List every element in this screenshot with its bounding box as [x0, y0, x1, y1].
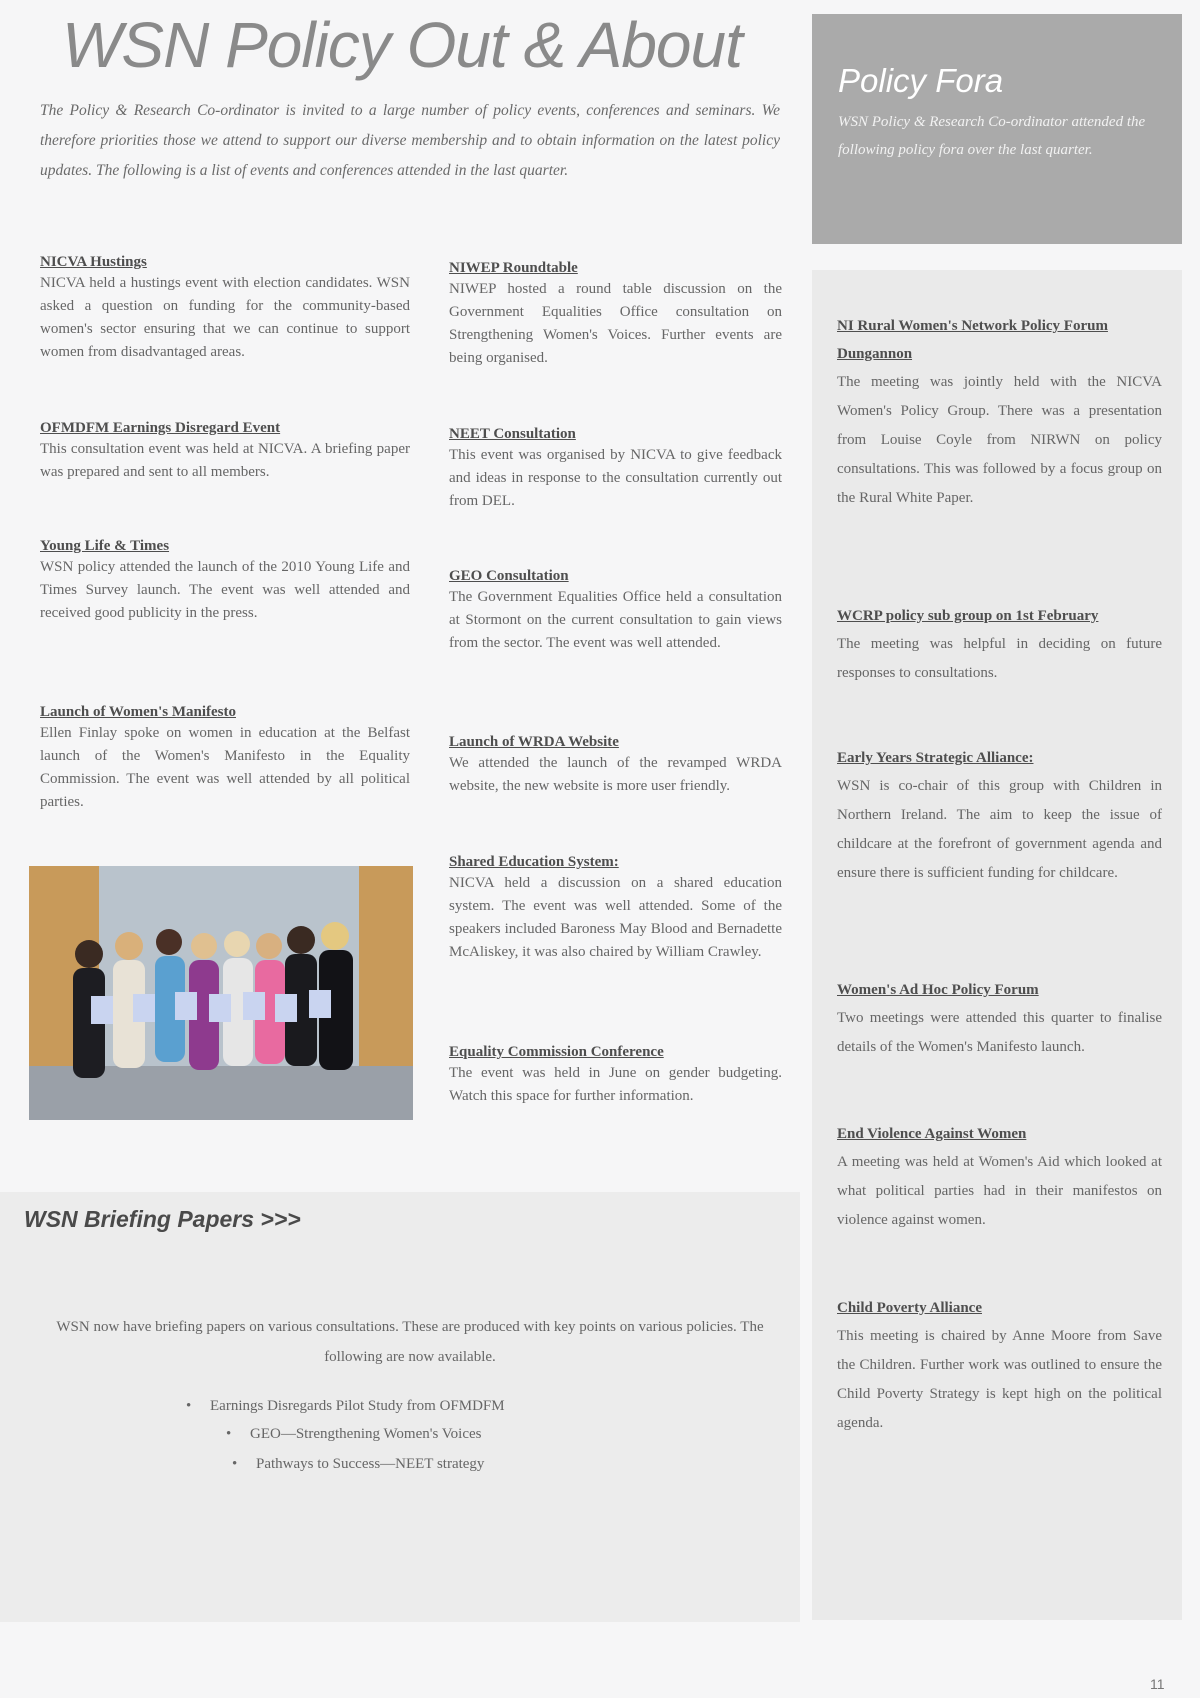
fora-item-body: The meeting was helpful in deciding on future responses to consultations. — [837, 636, 1162, 681]
fora-item-early-years-alliance — [837, 744, 1162, 888]
briefing-text: WSN now have briefing papers on various consultations. These are produced with key points on various policies. The following are now available. — [56, 1319, 764, 1365]
article-young-life-times — [40, 536, 410, 625]
fora-item-title: NI Rural Women's Network Policy Forum Dungannon — [837, 318, 1108, 362]
article-title: NEET Consultation — [449, 426, 576, 442]
briefing-title: WSN Briefing Papers >>> — [24, 1206, 301, 1232]
article-body: Ellen Finlay spoke on women in education at the Belfast launch of the Women's Manifesto in the Equality Commission. The event was well attended by all political parties. — [40, 725, 410, 810]
article-title: Launch of Women's Manifesto — [40, 704, 236, 720]
article-geo-consultation — [449, 566, 782, 655]
intro-paragraph: The Policy & Research Co-ordinator is invited to a large number of policy events, conferences and seminars. We therefore priorities those we attend to support our diverse membership and to obtain information on the latest policy updates. The following is a list of events and conferences attended in the last quarter. — [40, 102, 780, 179]
group-photo-illustration — [29, 866, 413, 1120]
article-title: Equality Commission Conference — [449, 1044, 664, 1060]
fora-item-end-violence — [837, 1120, 1162, 1235]
policy-fora-title: Policy Fora — [838, 62, 1004, 99]
fora-item-title: Women's Ad Hoc Policy Forum — [837, 982, 1039, 998]
article-title: Young Life & Times — [40, 538, 170, 554]
bullet-icon: • — [232, 1456, 238, 1472]
article-nicva-hustings — [40, 252, 410, 364]
fora-item-body: This meeting is chaired by Anne Moore from Save the Children. Further work was outlined to ensure the Child Poverty Strategy is kept high on the political agenda. — [837, 1328, 1162, 1431]
fora-item-title: End Violence Against Women — [837, 1126, 1027, 1142]
briefing-item: • Earnings Disregards Pilot Study from OFMDFM — [186, 1398, 505, 1414]
briefing-item: • Pathways to Success—NEET strategy — [232, 1456, 485, 1472]
fora-item-body: The meeting was jointly held with the NICVA Women's Policy Group. There was a presentation from Louise Coyle from NIRWN on policy consultations. This was followed by a focus group on the Rural White Paper. — [837, 374, 1162, 506]
fora-item-body: Two meetings were attended this quarter to finalise details of the Women's Manifesto launch. — [837, 1010, 1162, 1055]
article-title: Shared Education System: — [449, 854, 619, 870]
article-body: NICVA held a discussion on a shared education system. The event was well attended. Some of the speakers included Baroness May Blood and Bernadette McAliskey, it was also chaired by William Crawley. — [449, 875, 782, 960]
page-title: WSN Policy Out & About — [62, 9, 742, 81]
article-body: We attended the launch of the revamped WRDA website, the new website is more user friendly. — [449, 755, 782, 794]
article-body: This consultation event was held at NICVA. A briefing paper was prepared and sent to all members. — [40, 441, 410, 480]
article-body: This event was organised by NICVA to give feedback and ideas in response to the consultation currently out from DEL. — [449, 447, 782, 509]
fora-item-rural-womens-network — [837, 312, 1162, 513]
article-wrda-website — [449, 732, 782, 798]
policy-fora-box — [812, 14, 1182, 244]
page-number: 11 — [1150, 1676, 1165, 1692]
article-title: Launch of WRDA Website — [449, 734, 619, 750]
article-body: NICVA held a hustings event with election candidates. WSN asked a question on funding for the community-based women's sector ensuring that we can continue to support women from disadvantaged areas. — [40, 275, 410, 360]
policy-fora-column — [812, 270, 1182, 1620]
article-title: NIWEP Roundtable — [449, 260, 578, 276]
article-body: The event was held in June on gender budgeting. Watch this space for further information. — [449, 1065, 782, 1104]
article-title: NICVA Hustings — [40, 254, 147, 270]
fora-item-title: Child Poverty Alliance — [837, 1300, 982, 1316]
article-niwep-roundtable — [449, 258, 782, 370]
fora-item-title: Early Years Strategic Alliance: — [837, 750, 1034, 766]
article-body: WSN policy attended the launch of the 2010 Young Life and Times Survey launch. The event was well attended and received good publicity in the press. — [40, 559, 410, 621]
article-neet-consultation — [449, 424, 782, 513]
article-body: The Government Equalities Office held a consultation at Stormont on the current consultation to gain views from the sector. The event was well attended. — [449, 589, 782, 651]
policy-fora-description: WSN Policy & Research Co-ordinator attended the following policy fora over the last quarter. — [838, 114, 1146, 158]
article-equality-commission — [449, 1042, 782, 1108]
article-womens-manifesto — [40, 702, 410, 814]
fora-item-child-poverty — [837, 1294, 1162, 1438]
article-title: OFMDFM Earnings Disregard Event — [40, 420, 281, 436]
article-shared-education — [449, 852, 782, 964]
fora-item-wcrp-subgroup — [837, 602, 1162, 688]
article-title: GEO Consultation — [449, 568, 569, 584]
bullet-icon: • — [226, 1426, 232, 1442]
fora-item-title: WCRP policy sub group on 1st February — [837, 608, 1099, 624]
fora-item-body: WSN is co-chair of this group with Children in Northern Ireland. The aim to keep the issue of childcare at the forefront of government agenda and ensure there is sufficient funding for childcare. — [837, 778, 1162, 881]
article-body: NIWEP hosted a round table discussion on the Government Equalities Office consultation on Strengthening Women's Voices. Further events are being organised. — [449, 281, 782, 366]
article-ofmdfm-earnings — [40, 418, 410, 484]
group-photo — [29, 866, 413, 1120]
fora-item-body: A meeting was held at Women's Aid which looked at what political parties had in their manifestos on violence against women. — [837, 1154, 1162, 1228]
fora-item-womens-ad-hoc-forum — [837, 976, 1162, 1062]
bullet-icon: • — [186, 1398, 192, 1414]
briefing-item: • GEO—Strengthening Women's Voices — [226, 1426, 482, 1442]
